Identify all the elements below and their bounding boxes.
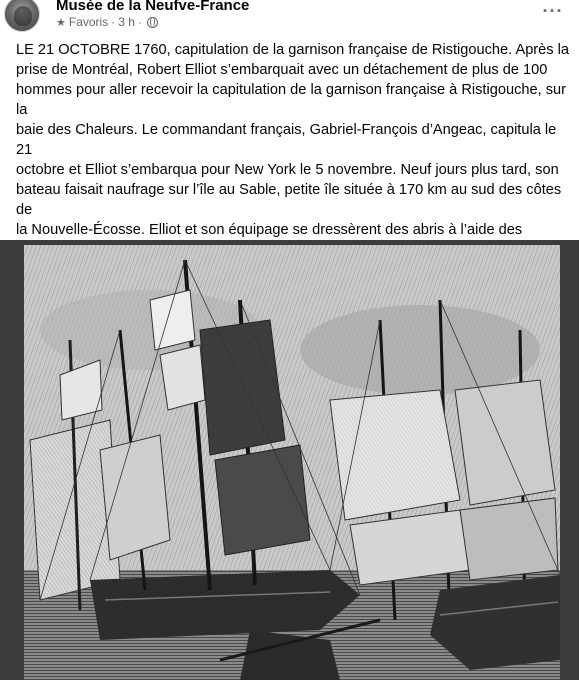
more-options-button[interactable] [539, 0, 567, 22]
meta-separator: · [111, 15, 116, 29]
page-avatar[interactable] [4, 0, 40, 32]
post-meta [56, 15, 158, 29]
more-horizontal-icon: ··· [542, 0, 564, 21]
star-icon: ★ [56, 16, 66, 29]
page-name-link[interactable]: Musée de la Neufve-France [56, 0, 250, 14]
post-message: LE 21 OCTOBRE 1760, capitulation de la garnison française de Ristigouche. Après la prise de Montréal, Robert Elliot s’embarquait avec un détachement de plus de 100 hommes pour aller recevoir la capitulation de la garnison française à Ristigouche, sur la baie des Chaleurs. Le commandant français, Gabriel-François d’Angeac, capitula le 21 octobre et Elliot s’embarqua pour New York le 5 novembre. Neuf jours plus tard, son bateau faisait naufrage sur l’île au Sable, petite île située à 170 km au sud des côtes de la Nouvelle-Écosse. Elliot et son équipage se dressèrent des abris à l’aide des [16, 42, 569, 238]
globe-icon [147, 17, 158, 28]
post-image[interactable] [0, 240, 579, 680]
ships-engraving-illustration [0, 240, 579, 680]
post-time[interactable]: 3 h [118, 15, 135, 29]
meta-separator-2: · [137, 15, 142, 29]
post-header [0, 0, 579, 38]
audience-label[interactable]: Favoris [68, 15, 109, 29]
